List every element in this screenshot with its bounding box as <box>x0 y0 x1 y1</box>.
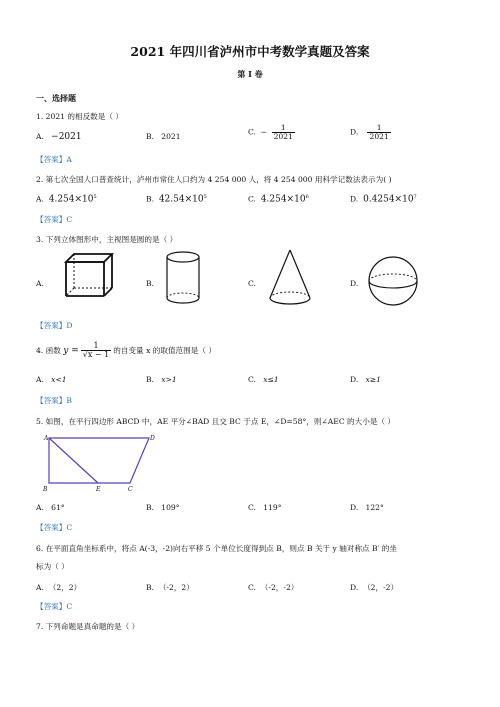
q3-label-b: B. <box>146 279 154 288</box>
q1-option-d: D. $\frac{1}{2021}$ <box>350 123 389 141</box>
q1-option-a: A. −2021 <box>36 132 82 142</box>
sphere-figure <box>364 252 422 310</box>
cone-figure <box>262 246 318 312</box>
q5-answer: 【答案】C <box>36 523 73 532</box>
document-title: 2021 年四川省泸州市中考数学真题及答案 <box>130 44 370 59</box>
q2-option-a: A. $4.254\times 10^5$ <box>36 194 97 205</box>
parallelogram-figure <box>40 432 160 494</box>
figure-label-c: C <box>128 486 133 493</box>
q6-stem-line1: 6. 在平面直角坐标系中，将点 A(-3，-2)向右平移 5 个单位长度得到点 B，则点 B 关于 y 轴对称点 B′ 的坐 <box>36 544 397 553</box>
figure-label-b: B <box>43 486 48 493</box>
q1-stem: 1. 2021 的相反数是（ ） <box>36 112 123 121</box>
q1-option-b: B. 2021 <box>146 132 181 141</box>
q6-option-a: A. （2，2） <box>36 583 82 592</box>
q6-option-c: C. （-2，-2） <box>248 583 299 592</box>
q1-option-c: C. − $\frac{1}{2021}$ <box>248 123 293 141</box>
q7-stem: 7. 下列命题是真命题的是（ ） <box>36 622 140 631</box>
q5-option-c: C. 119° <box>248 503 282 512</box>
q5-option-a: A. 61° <box>36 503 65 512</box>
q3-label-d: D. <box>350 279 359 288</box>
q2-option-b: B. $42.54\times 10^5$ <box>146 194 207 205</box>
q3-label-c: C. <box>248 279 256 288</box>
q6-answer: 【答案】C <box>36 602 73 611</box>
q2-option-d: D. $0.4254\times 10^7$ <box>350 194 417 205</box>
q3-stem: 3. 下列立体图形中，主视图是圆的是（ ） <box>36 235 178 244</box>
q6-option-d: D. （2，-2） <box>350 583 399 592</box>
q2-answer: 【答案】C <box>36 215 73 224</box>
q6-option-b: B. （-2，2） <box>146 583 194 592</box>
q4-option-c: C. x≤1 <box>248 375 279 384</box>
figure-label-a: A <box>44 435 49 442</box>
q4-option-a: A. x<1 <box>36 375 67 384</box>
q4-stem: 4. 函数 y = $\frac{1}{√x - 1}$ 的自变量 x 的取值范围是（ ） <box>36 341 216 360</box>
q4-option-b: B. x>1 <box>146 375 177 384</box>
q4-option-d: D. x≥1 <box>350 375 381 384</box>
q2-stem: 2. 第七次全国人口普查统计，泸州市常住人口约为 4 254 000 人，将 4 254 000 用科学记数法表示为( ) <box>36 175 392 184</box>
q4-answer: 【答案】B <box>36 396 72 405</box>
q5-option-d: D. 122° <box>350 503 384 512</box>
figure-label-d: D <box>150 435 155 442</box>
q5-option-b: B. 109° <box>146 503 180 512</box>
q3-answer: 【答案】D <box>36 321 73 330</box>
q2-option-c: C. $4.254\times 10^6$ <box>248 194 309 205</box>
q6-stem-line2: 标为（ ） <box>36 562 69 571</box>
document-subtitle: 第 I 卷 <box>237 69 263 79</box>
section-heading: 一、选择题 <box>36 93 76 103</box>
q5-stem: 5. 如图，在平行四边形 ABCD 中，AE 平分∠BAD 且交 BC 于点 E，∠D=58°，则∠AEC 的大小是（ ） <box>36 417 396 426</box>
triangular-prism-figure <box>58 250 120 312</box>
cylinder-figure <box>160 248 206 310</box>
q3-label-a: A. <box>36 279 44 288</box>
figure-label-e: E <box>96 486 101 493</box>
q1-answer: 【答案】A <box>36 155 72 164</box>
